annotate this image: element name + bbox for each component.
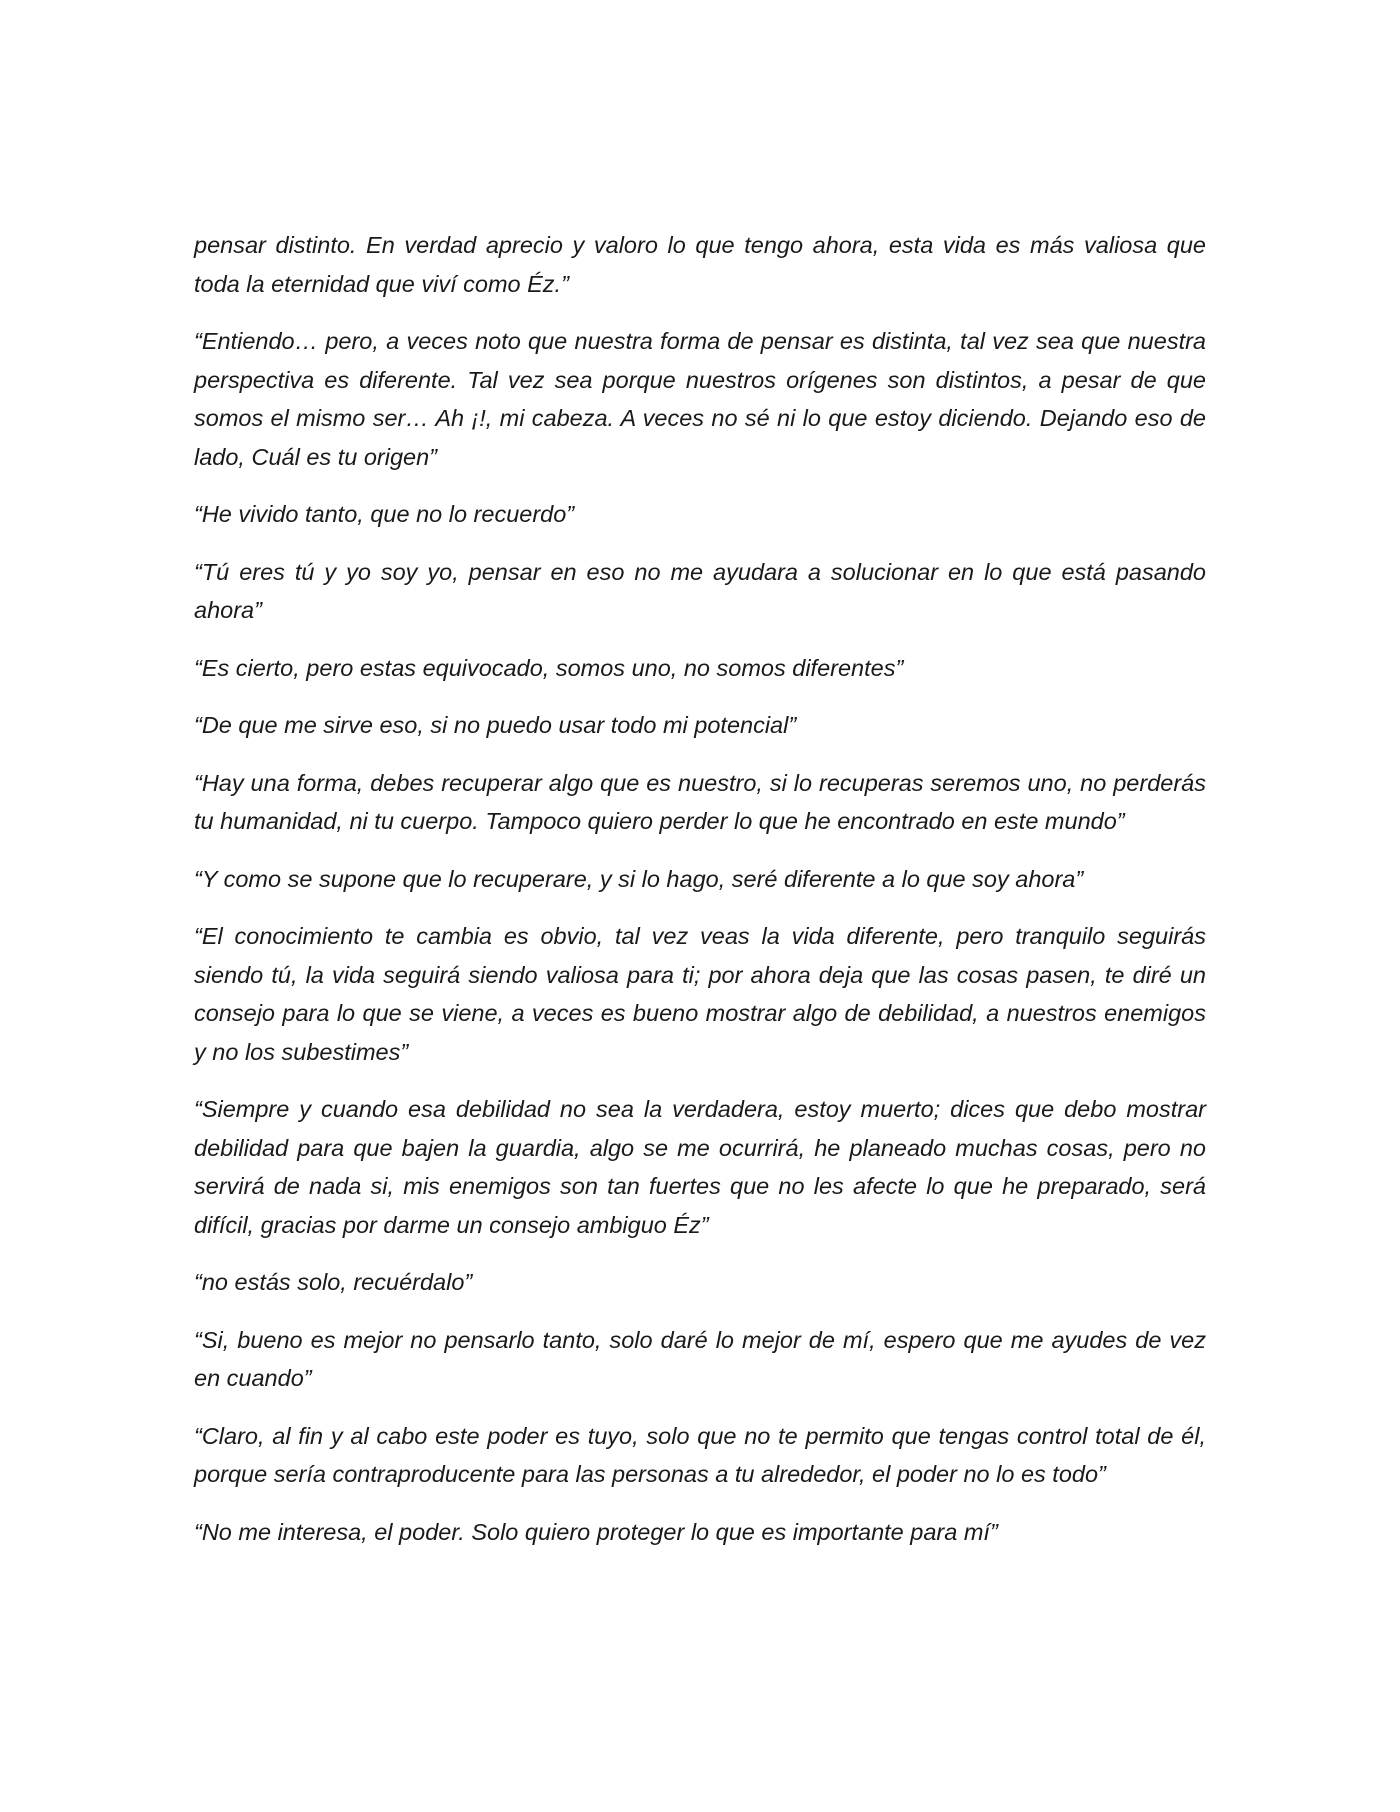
paragraph: “He vivido tanto, que no lo recuerdo” — [194, 501, 575, 527]
paragraph: “Claro, al fin y al cabo este poder es tuyo, solo que no te permito que tengas control total de él, porque sería contraproducente para las personas a tu alrededor, el poder no lo es todo” — [194, 1422, 1206, 1487]
paragraph: “Es cierto, pero estas equivocado, somos uno, no somos diferentes” — [194, 654, 904, 681]
paragraph: “Y como se supone que lo recuperare, y si lo hago, seré diferente a lo que soy ahora” — [194, 865, 1084, 892]
paragraph: “Tú eres tú y yo soy yo, pensar en eso no me ayudara a solucionar en lo que está pasando ahora” — [194, 558, 1206, 623]
paragraph: “De que me sirve eso, si no puedo usar todo mi potencial” — [194, 712, 797, 738]
paragraph: “Siempre y cuando esa debilidad no sea la verdadera, estoy muerto; dices que debo mostrar debilidad para que bajen la guardia, algo se me ocurrirá, he planeado muchas cosas, pero no servirá de nada si, mis enemigos son tan fuertes que no les afecte lo que he preparado, será difícil, gracias por darme un consejo ambiguo Éz” — [194, 1096, 1206, 1238]
paragraph: “Entiendo… pero, a veces noto que nuestra forma de pensar es distinta, tal vez sea que nuestra perspectiva es diferente. Tal vez sea porque nuestros orígenes son distintos, a pesar de que somos el mismo ser… Ah ¡!, mi cabeza. A veces no sé ni lo que estoy diciendo. Dejando eso de lado, Cuál es tu origen” — [194, 328, 1206, 470]
paragraph: “El conocimiento te cambia es obvio, tal vez veas la vida diferente, pero tranquilo seguirás siendo tú, la vida seguirá siendo valiosa para ti; por ahora deja que las cosas pasen, te diré un consejo para lo que se viene, a veces es bueno mostrar algo de debilidad, a nuestros enemigos y no los subestimes” — [194, 923, 1206, 1065]
paragraph: “No me interesa, el poder. Solo quiero proteger lo que es importante para mí” — [194, 1518, 998, 1545]
document-body — [194, 226, 1206, 1570]
paragraph: pensar distinto. En verdad aprecio y valoro lo que tengo ahora, esta vida es más valiosa que toda la eternidad que viví como Éz.” — [194, 232, 1206, 297]
paragraph: “Si, bueno es mejor no pensarlo tanto, solo daré lo mejor de mí, espero que me ayudes de vez en cuando” — [194, 1326, 1206, 1391]
paragraph: “no estás solo, recuérdalo” — [194, 1269, 473, 1295]
paragraph: “Hay una forma, debes recuperar algo que es nuestro, si lo recuperas seremos uno, no perderás tu humanidad, ni tu cuerpo. Tampoco quiero perder lo que he encontrado en este mundo” — [194, 769, 1206, 834]
